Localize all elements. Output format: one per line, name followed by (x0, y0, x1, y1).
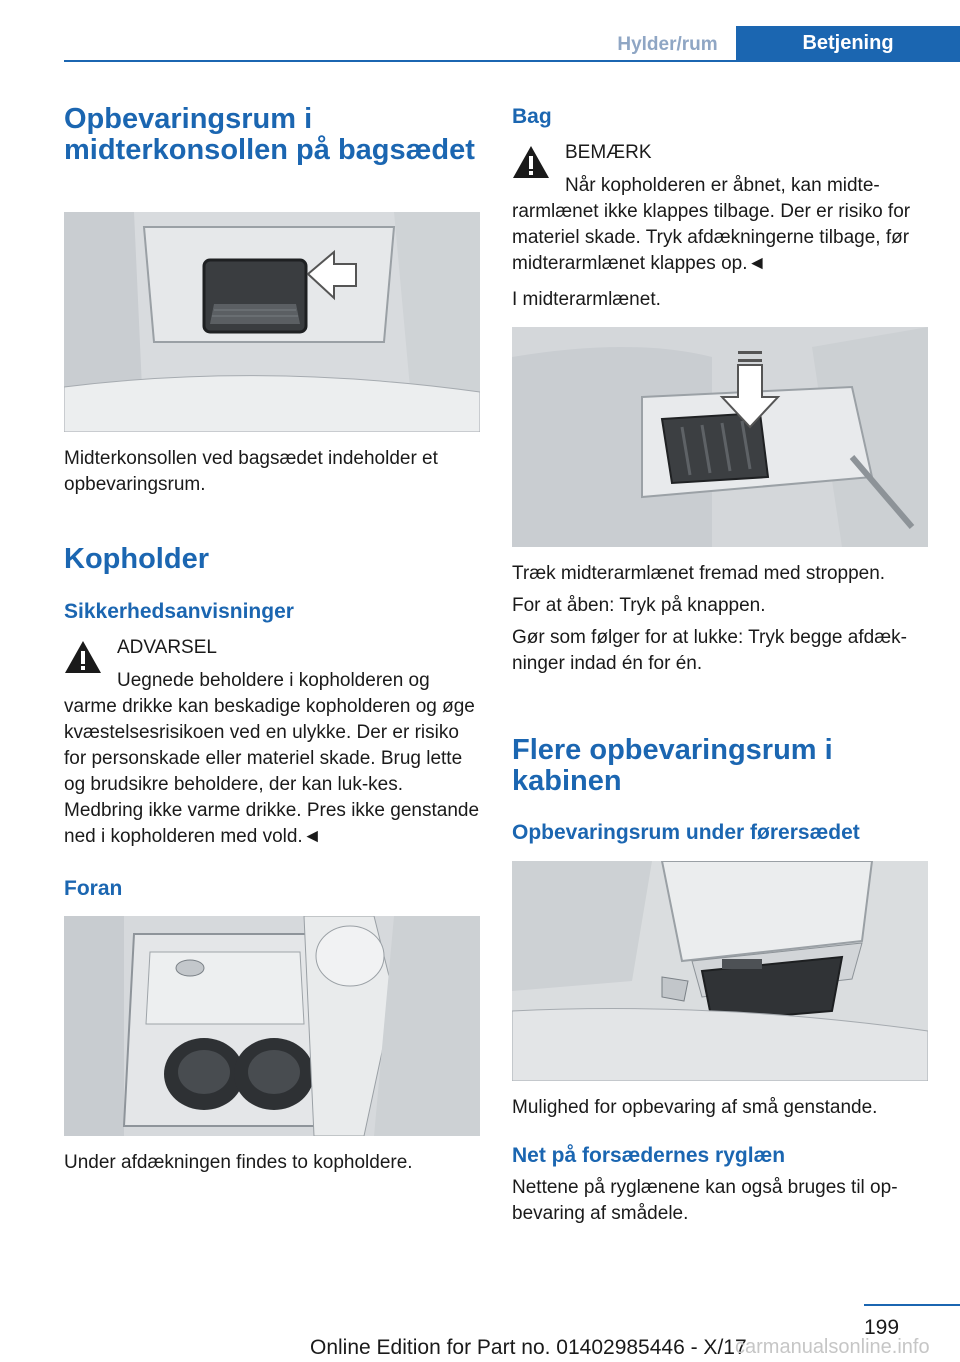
warning-label: ADVARSEL (117, 637, 217, 658)
text-pull-armrest: Træk midterarmlænet fremad med stroppen. (512, 563, 886, 584)
caption-rear-console-storage: Midterkonsollen ved bagsædet indeholder et opbevaringsrum. (64, 448, 438, 495)
text-in-armrest: I midterarmlænet. (512, 289, 661, 310)
note-text: Når kopholderen er åbnet, kan midte-rarmlænet ikke klappes tilbage. Der er risiko for materiel skade. Tryk afdækningerne tilbage, før midterarmlænet klappes op.◄ (512, 175, 911, 274)
photo-under-seat-storage (512, 861, 928, 1081)
text-to-open: For at åben: Tryk på knappen. (512, 595, 766, 616)
warning-text: Uegnede beholdere i kopholderen og varme drikke kan beskadige kopholderen og øge kvæstelsesrisikoen ved en ulykke. Der er risiko for personskade eller materiel skade. Brug lette og brudsikre beholdere, der kan luk-kes. Medbring ikke varme drikke. Pres ikke genstande ned i kopholderen med vold.◄ (64, 670, 480, 847)
header-section-tab[interactable]: Hylder/rum (617, 33, 718, 55)
subheading-seat-nets: Net på forsædernes ryglæn (512, 1144, 786, 1167)
subheading-rear: Bag (512, 105, 552, 128)
photo-rear-console-storage (64, 212, 480, 432)
footer-rule (864, 1304, 960, 1306)
note-label: BEMÆRK (565, 142, 652, 163)
page-number: 199 (864, 1316, 900, 1339)
watermark: carmanualsonline.info (735, 1336, 930, 1358)
caption-under-seat: Mulighed for opbevaring af små genstande. (512, 1097, 878, 1118)
photo-rear-armrest-cupholder (512, 327, 928, 547)
subheading-safety: Sikkerhedsanvisninger (64, 600, 294, 623)
heading-cupholder: Kopholder (64, 543, 209, 575)
heading-storage-rear-console: Opbevaringsrum i midterkonsollen på bagsædet (64, 103, 475, 166)
text-seat-nets: Nettene på ryglænene kan også bruges til op-bevaring af smådele. (512, 1177, 898, 1224)
caption-front-cupholders: Under afdækningen findes to kopholdere. (64, 1152, 413, 1173)
edition-text: Online Edition for Part no. 01402985446 - X/17 (310, 1336, 747, 1359)
text-to-close: Gør som følger for at lukke: Tryk begge afdæk-ninger indad én for én. (512, 627, 907, 674)
header-chapter-tab[interactable]: Betjening (736, 26, 960, 61)
subheading-under-seat: Opbevaringsrum under førersædet (512, 821, 860, 844)
header-rule (64, 60, 960, 62)
photo-front-cupholders (64, 916, 480, 1136)
heading-more-storage: Flere opbevaringsrum i kabinen (512, 734, 833, 797)
subheading-front: Foran (64, 877, 123, 900)
